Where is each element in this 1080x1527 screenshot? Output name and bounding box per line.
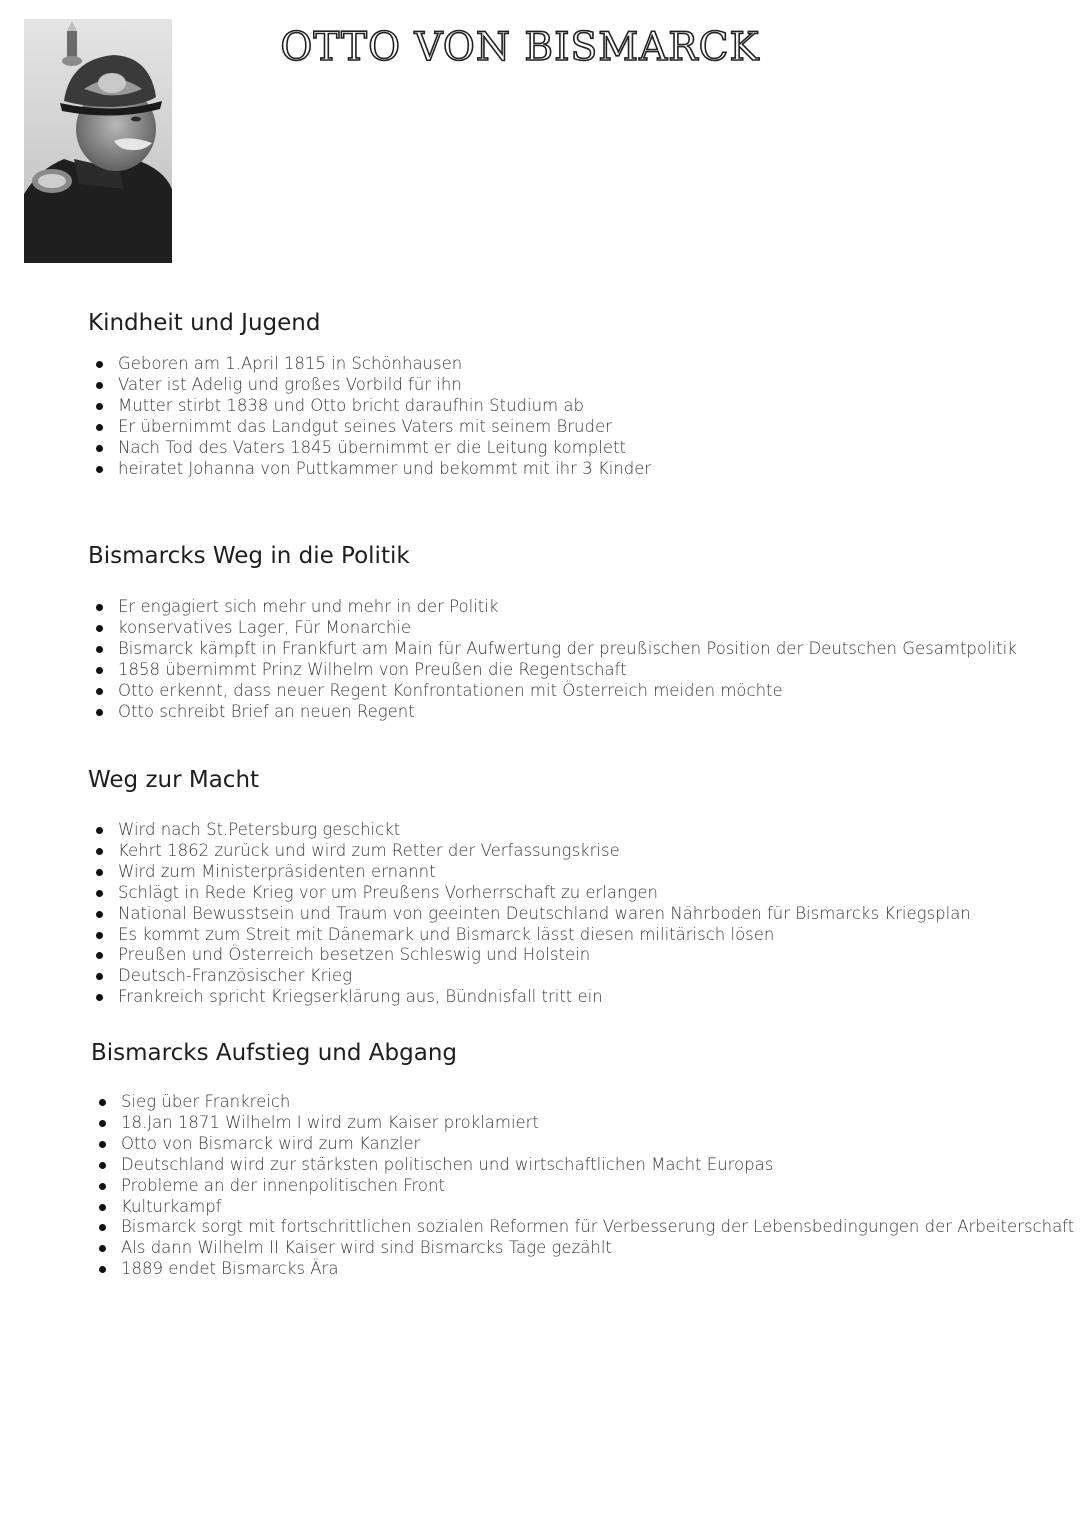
bullet-icon <box>99 1162 106 1169</box>
bullet-icon <box>96 667 103 674</box>
bullet-list <box>88 354 1068 479</box>
bullet-icon <box>99 1266 106 1273</box>
bullet-icon <box>96 403 103 410</box>
list-item: Bismarck kämpft in Frankfurt am Main für Aufwertung der preußischen Position der Deutschen Gesamtpolitik <box>88 639 1068 660</box>
bullet-icon <box>96 604 103 611</box>
bullet-icon <box>96 952 103 959</box>
list-item: Frankreich spricht Kriegserklärung aus, Bündnisfall tritt ein <box>88 987 1068 1008</box>
list-item: Sieg über Frankreich <box>91 1092 1071 1113</box>
bullet-icon <box>96 973 103 980</box>
section-weg-in-die-politik <box>88 541 1068 722</box>
bullet-icon <box>96 688 103 695</box>
list-item: Preußen und Österreich besetzen Schleswig und Holstein <box>88 945 1068 966</box>
list-item: heiratet Johanna von Puttkammer und bekommt mit ihr 3 Kinder <box>88 459 1068 480</box>
section-heading: Bismarcks Aufstieg und Abgang <box>91 1040 457 1066</box>
list-item: 1858 übernimmt Prinz Wilhelm von Preußen die Regentschaft <box>88 660 1068 681</box>
list-item: Otto erkennt, dass neuer Regent Konfrontationen mit Österreich meiden möchte <box>88 681 1068 702</box>
portrait-photo <box>24 19 172 263</box>
bullet-icon <box>96 709 103 716</box>
bismarck-portrait-photo-icon <box>24 19 172 263</box>
bullet-icon <box>96 911 103 918</box>
bullet-icon <box>99 1204 106 1211</box>
list-item: Vater ist Adelig und großes Vorbild für ihn <box>88 375 1068 396</box>
section-kindheit-und-jugend <box>88 308 1068 479</box>
list-item: Wird nach St.Petersburg geschickt <box>88 820 1068 841</box>
document-title: OTTO VON BISMARCK <box>280 25 760 70</box>
list-item: Otto schreibt Brief an neuen Regent <box>88 702 1068 723</box>
list-item: konservatives Lager, Für Monarchie <box>88 618 1068 639</box>
bullet-icon <box>99 1141 106 1148</box>
list-item: Es kommt zum Streit mit Dänemark und Bismarck lässt diesen militärisch lösen <box>88 925 1068 946</box>
list-item: Als dann Wilhelm II Kaiser wird sind Bismarcks Tage gezählt <box>91 1238 1071 1259</box>
list-item: Nach Tod des Vaters 1845 übernimmt er die Leitung komplett <box>88 438 1068 459</box>
bullet-icon <box>96 994 103 1001</box>
bullet-icon <box>96 445 103 452</box>
list-item: Geboren am 1.April 1815 in Schönhausen <box>88 354 1068 375</box>
section-heading: Kindheit und Jugend <box>88 310 321 336</box>
bullet-icon <box>99 1224 106 1231</box>
list-item: Probleme an der innenpolitischen Front <box>91 1176 1071 1197</box>
bullet-icon <box>96 827 103 834</box>
list-item: 1889 endet Bismarcks Ära <box>91 1259 1071 1280</box>
list-item: Bismarck sorgt mit fortschrittlichen sozialen Reformen für Verbesserung der Lebensbedingungen der Arbeiterschaft <box>91 1217 1071 1238</box>
section-weg-zur-macht <box>88 765 1068 1008</box>
list-item: Otto von Bismarck wird zum Kanzler <box>91 1134 1071 1155</box>
list-item: 18.Jan 1871 Wilhelm I wird zum Kaiser proklamiert <box>91 1113 1071 1134</box>
bullet-icon <box>99 1183 106 1190</box>
bullet-icon <box>96 932 103 939</box>
section-heading: Weg zur Macht <box>88 767 260 793</box>
bullet-icon <box>96 382 103 389</box>
list-item: National Bewusstsein und Traum von geeinten Deutschland waren Nährboden für Bismarcks Kriegsplan <box>88 904 1068 925</box>
list-item: Deutsch-Französischer Krieg <box>88 966 1068 987</box>
list-item: Deutschland wird zur stärksten politischen und wirtschaftlichen Macht Europas <box>91 1155 1071 1176</box>
bullet-icon <box>96 424 103 431</box>
section-aufstieg-und-abgang <box>91 1038 1075 1280</box>
section-heading: Bismarcks Weg in die Politik <box>88 543 410 569</box>
bullet-icon <box>96 646 103 653</box>
list-item: Er übernimmt das Landgut seines Vaters mit seinem Bruder <box>88 417 1068 438</box>
bullet-icon <box>96 890 103 897</box>
bullet-list <box>91 1092 1075 1280</box>
list-item: Schlägt in Rede Krieg vor um Preußens Vorherrschaft zu erlangen <box>88 883 1068 904</box>
bullet-icon <box>96 625 103 632</box>
list-item: Kulturkampf <box>91 1197 1071 1218</box>
bullet-icon <box>96 466 103 473</box>
list-item: Mutter stirbt 1838 und Otto bricht daraufhin Studium ab <box>88 396 1068 417</box>
list-item: Wird zum Ministerpräsidenten ernannt <box>88 862 1068 883</box>
bullet-icon <box>99 1120 106 1127</box>
bullet-list <box>88 820 1068 1008</box>
bullet-icon <box>99 1099 106 1106</box>
bullet-icon <box>96 869 103 876</box>
bullet-icon <box>96 848 103 855</box>
bullet-icon <box>99 1245 106 1252</box>
list-item: Kehrt 1862 zurück und wird zum Retter der Verfassungskrise <box>88 841 1068 862</box>
list-item: Er engagiert sich mehr und mehr in der Politik <box>88 597 1068 618</box>
bullet-icon <box>96 361 103 368</box>
bullet-list <box>88 597 1068 722</box>
